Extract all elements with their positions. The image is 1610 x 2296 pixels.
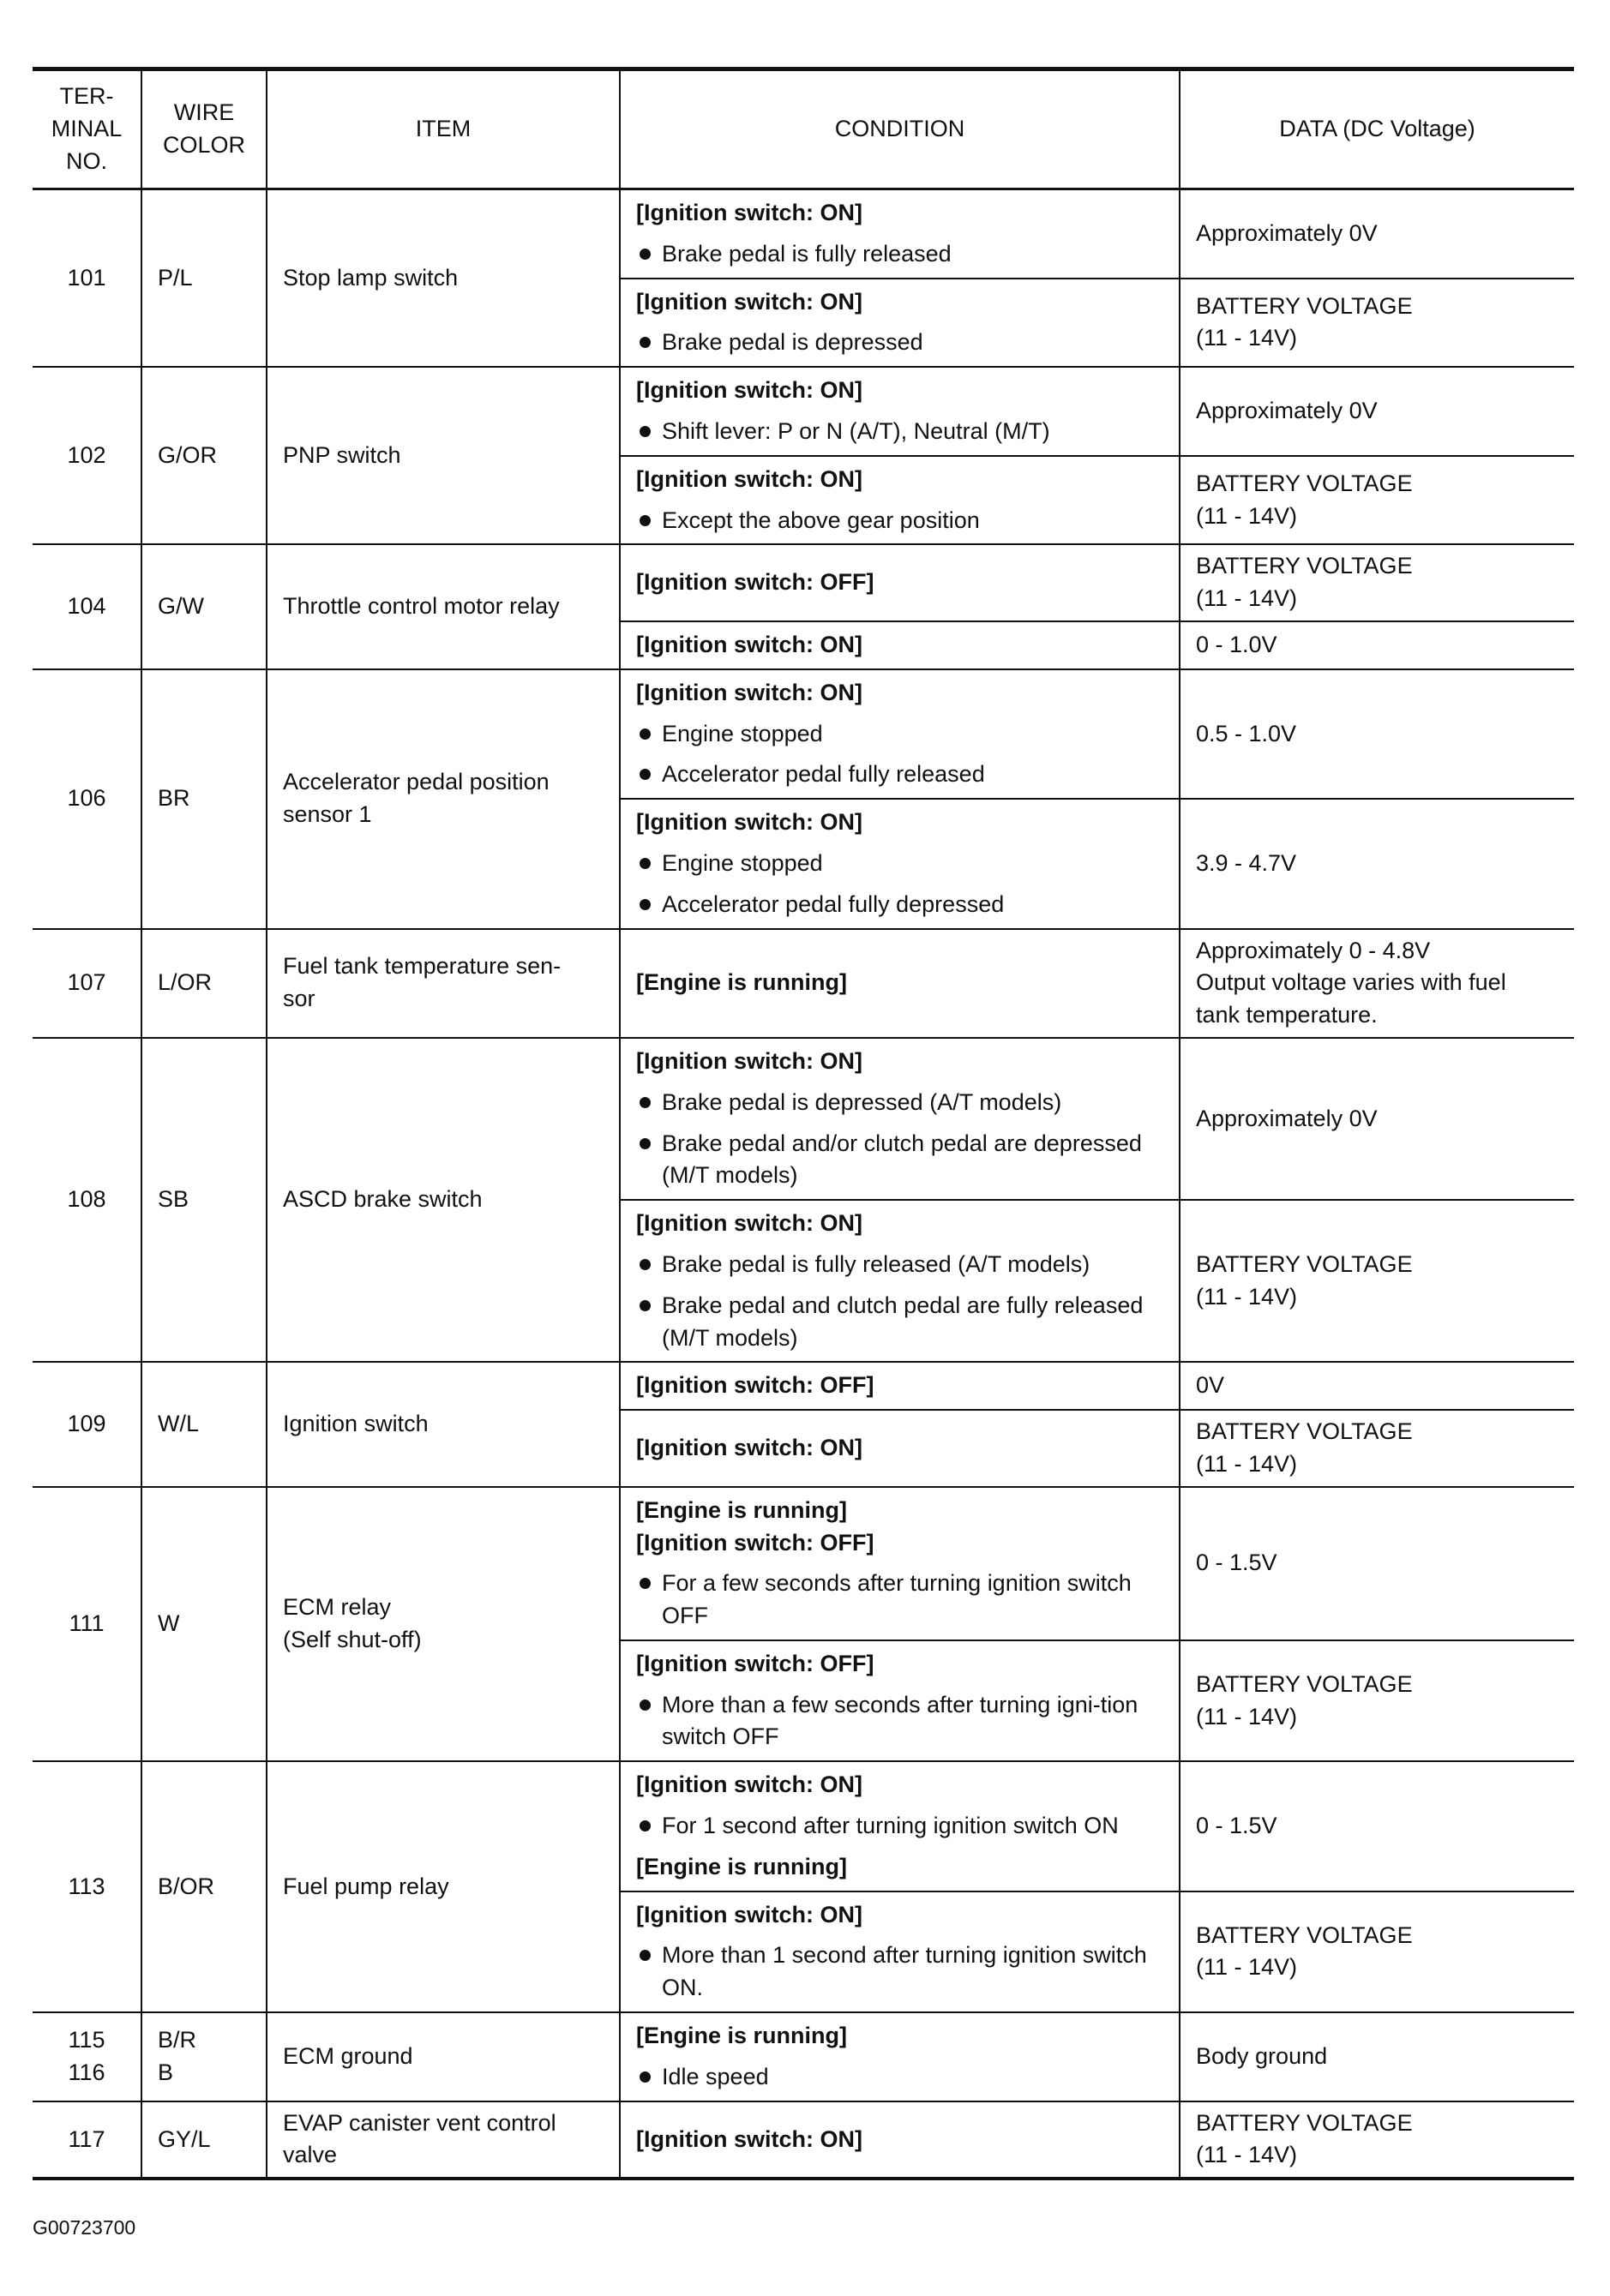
terminal-number: 106 <box>33 669 141 929</box>
data-voltage: Body ground <box>1180 2012 1574 2101</box>
item-name: Ignition switch <box>267 1362 620 1486</box>
terminal-number: 111 <box>33 1487 141 1762</box>
data-voltage: BATTERY VOLTAGE (11 - 14V) <box>1180 1200 1574 1362</box>
condition-header: [Ignition switch: OFF] <box>636 1372 874 1399</box>
condition-cell <box>620 799 1180 928</box>
condition-cell <box>620 2101 1180 2179</box>
terminal-data-table-sheet <box>33 67 1574 2180</box>
wire-color: G/W <box>141 544 267 668</box>
data-voltage: 0 - 1.5V <box>1180 1761 1574 1891</box>
data-voltage: 3.9 - 4.7V <box>1180 799 1574 928</box>
data-voltage: BATTERY VOLTAGE (11 - 14V) <box>1180 2101 1574 2179</box>
condition-header: [Ignition switch: ON] <box>636 200 862 225</box>
item-name: Fuel tank temperature sen- sor <box>267 929 620 1038</box>
condition-bullet: For 1 second after turning ignition switch ON <box>636 1810 1163 1843</box>
condition-header: [Engine is running] <box>636 2023 847 2049</box>
data-voltage: 0V <box>1180 1362 1574 1410</box>
condition-header: [Ignition switch: ON] <box>636 631 862 657</box>
item-name: Accelerator pedal position sensor 1 <box>267 669 620 929</box>
condition-header: [Ignition switch: ON] <box>636 288 862 315</box>
header-row <box>33 69 1574 189</box>
condition-header: [Ignition switch: OFF] <box>636 1529 874 1556</box>
terminal-number: 108 <box>33 1038 141 1362</box>
terminal-number: 107 <box>33 929 141 1038</box>
table-row <box>33 929 1574 1038</box>
condition-header: [Ignition switch: ON] <box>636 465 862 492</box>
data-voltage: 0.5 - 1.0V <box>1180 669 1574 799</box>
condition-bullet: Brake pedal is depressed (A/T models) <box>636 1087 1163 1119</box>
data-voltage: 0 - 1.0V <box>1180 621 1574 669</box>
terminal-number: 115 116 <box>33 2012 141 2101</box>
condition-header: [Ignition switch: ON] <box>636 377 862 404</box>
ecm-terminal-table <box>33 67 1574 2180</box>
item-name: EVAP canister vent control valve <box>267 2101 620 2179</box>
wire-color: GY/L <box>141 2101 267 2179</box>
wire-color: L/OR <box>141 929 267 1038</box>
condition-bullet: More than a few seconds after turning igni-tion switch OFF <box>636 1689 1163 1754</box>
data-voltage: Approximately 0V <box>1180 189 1574 279</box>
item-name: Stop lamp switch <box>267 189 620 368</box>
data-voltage: Approximately 0 - 4.8V Output voltage varies with fuel tank temperature. <box>1180 929 1574 1038</box>
table-row <box>33 669 1574 799</box>
header-item: ITEM <box>267 69 620 189</box>
header-data: DATA (DC Voltage) <box>1180 69 1574 189</box>
wire-color: G/OR <box>141 367 267 544</box>
table-row <box>33 367 1574 456</box>
header-wire-color: WIRE COLOR <box>141 69 267 189</box>
item-name: ASCD brake switch <box>267 1038 620 1362</box>
condition-header: [Ignition switch: ON] <box>636 1771 862 1798</box>
data-voltage: Approximately 0V <box>1180 1038 1574 1200</box>
item-name: Fuel pump relay <box>267 1761 620 2012</box>
data-voltage: BATTERY VOLTAGE (11 - 14V) <box>1180 544 1574 621</box>
condition-bullet: For a few seconds after turning ignition switch OFF <box>636 1568 1163 1633</box>
condition-header: [Engine is running] <box>636 969 847 996</box>
condition-header: [Ignition switch: ON] <box>636 809 862 836</box>
condition-bullet: More than 1 second after turning ignition switch ON. <box>636 1939 1163 2005</box>
condition-cell <box>620 189 1180 279</box>
table-row <box>33 2101 1574 2179</box>
terminal-number: 102 <box>33 367 141 544</box>
header-terminal: TER- MINAL NO. <box>33 69 141 189</box>
condition-cell <box>620 621 1180 669</box>
data-voltage: 0 - 1.5V <box>1180 1487 1574 1640</box>
condition-cell <box>620 367 1180 456</box>
wire-color: B/OR <box>141 1761 267 2012</box>
terminal-number: 117 <box>33 2101 141 2179</box>
data-voltage: Approximately 0V <box>1180 367 1574 456</box>
figure-code: G00723700 <box>33 2216 136 2239</box>
condition-bullet: Accelerator pedal fully depressed <box>636 889 1163 921</box>
condition-cell <box>620 279 1180 368</box>
condition-cell <box>620 2012 1180 2101</box>
data-voltage: BATTERY VOLTAGE (11 - 14V) <box>1180 1891 1574 2012</box>
condition-bullet: Idle speed <box>636 2061 1163 2094</box>
condition-cell <box>620 1362 1180 1410</box>
condition-bullet: Brake pedal is fully released (A/T models) <box>636 1249 1163 1281</box>
wire-color: B/R B <box>141 2012 267 2101</box>
table-row <box>33 1362 1574 1410</box>
wire-color: W/L <box>141 1362 267 1486</box>
condition-cell <box>620 1891 1180 2012</box>
condition-bullet: Engine stopped <box>636 848 1163 880</box>
condition-bullet: Brake pedal and/or clutch pedal are depressed (M/T models) <box>636 1128 1163 1193</box>
data-voltage: BATTERY VOLTAGE (11 - 14V) <box>1180 1410 1574 1487</box>
condition-bullet: Except the above gear position <box>636 505 1163 537</box>
condition-header: [Engine is running] <box>636 1496 847 1523</box>
wire-color: SB <box>141 1038 267 1362</box>
wire-color: W <box>141 1487 267 1762</box>
condition-header: [Engine is running] <box>636 1853 847 1879</box>
condition-cell <box>620 1200 1180 1362</box>
condition-cell <box>620 1038 1180 1200</box>
condition-cell <box>620 1487 1180 1640</box>
item-name: Throttle control motor relay <box>267 544 620 668</box>
table-row <box>33 1487 1574 1640</box>
condition-bullet: Brake pedal is fully released <box>636 238 1163 271</box>
header-condition: CONDITION <box>620 69 1180 189</box>
table-row <box>33 1761 1574 1891</box>
wire-color: BR <box>141 669 267 929</box>
condition-bullet: Brake pedal is depressed <box>636 327 1163 359</box>
data-voltage: BATTERY VOLTAGE (11 - 14V) <box>1180 1640 1574 1761</box>
terminal-number: 113 <box>33 1761 141 2012</box>
condition-cell <box>620 1410 1180 1487</box>
condition-bullet: Accelerator pedal fully released <box>636 758 1163 791</box>
condition-cell <box>620 1640 1180 1761</box>
terminal-number: 101 <box>33 189 141 368</box>
condition-bullet: Shift lever: P or N (A/T), Neutral (M/T) <box>636 416 1163 448</box>
item-name: PNP switch <box>267 367 620 544</box>
condition-header: [Ignition switch: OFF] <box>636 569 874 596</box>
data-voltage: BATTERY VOLTAGE (11 - 14V) <box>1180 456 1574 545</box>
condition-header: [Ignition switch: ON] <box>636 1047 862 1074</box>
condition-cell <box>620 544 1180 621</box>
item-name: ECM relay (Self shut-off) <box>267 1487 620 1762</box>
condition-header: [Ignition switch: ON] <box>636 679 862 705</box>
table-row <box>33 189 1574 279</box>
table-row <box>33 2012 1574 2101</box>
condition-cell <box>620 1761 1180 1891</box>
condition-header: [Ignition switch: ON] <box>636 1210 862 1237</box>
terminal-number: 104 <box>33 544 141 668</box>
table-row <box>33 544 1574 621</box>
condition-header: [Ignition switch: OFF] <box>636 1650 874 1676</box>
condition-header: [Ignition switch: ON] <box>636 1901 862 1927</box>
condition-header: [Ignition switch: ON] <box>636 1435 862 1460</box>
table-row <box>33 1038 1574 1200</box>
condition-cell <box>620 929 1180 1038</box>
condition-cell <box>620 456 1180 545</box>
condition-bullet: Brake pedal and clutch pedal are fully released (M/T models) <box>636 1290 1163 1355</box>
condition-cell <box>620 669 1180 799</box>
data-voltage: BATTERY VOLTAGE (11 - 14V) <box>1180 279 1574 368</box>
condition-header: [Ignition switch: ON] <box>636 2125 862 2152</box>
condition-bullet: Engine stopped <box>636 718 1163 751</box>
item-name: ECM ground <box>267 2012 620 2101</box>
terminal-number: 109 <box>33 1362 141 1486</box>
wire-color: P/L <box>141 189 267 368</box>
